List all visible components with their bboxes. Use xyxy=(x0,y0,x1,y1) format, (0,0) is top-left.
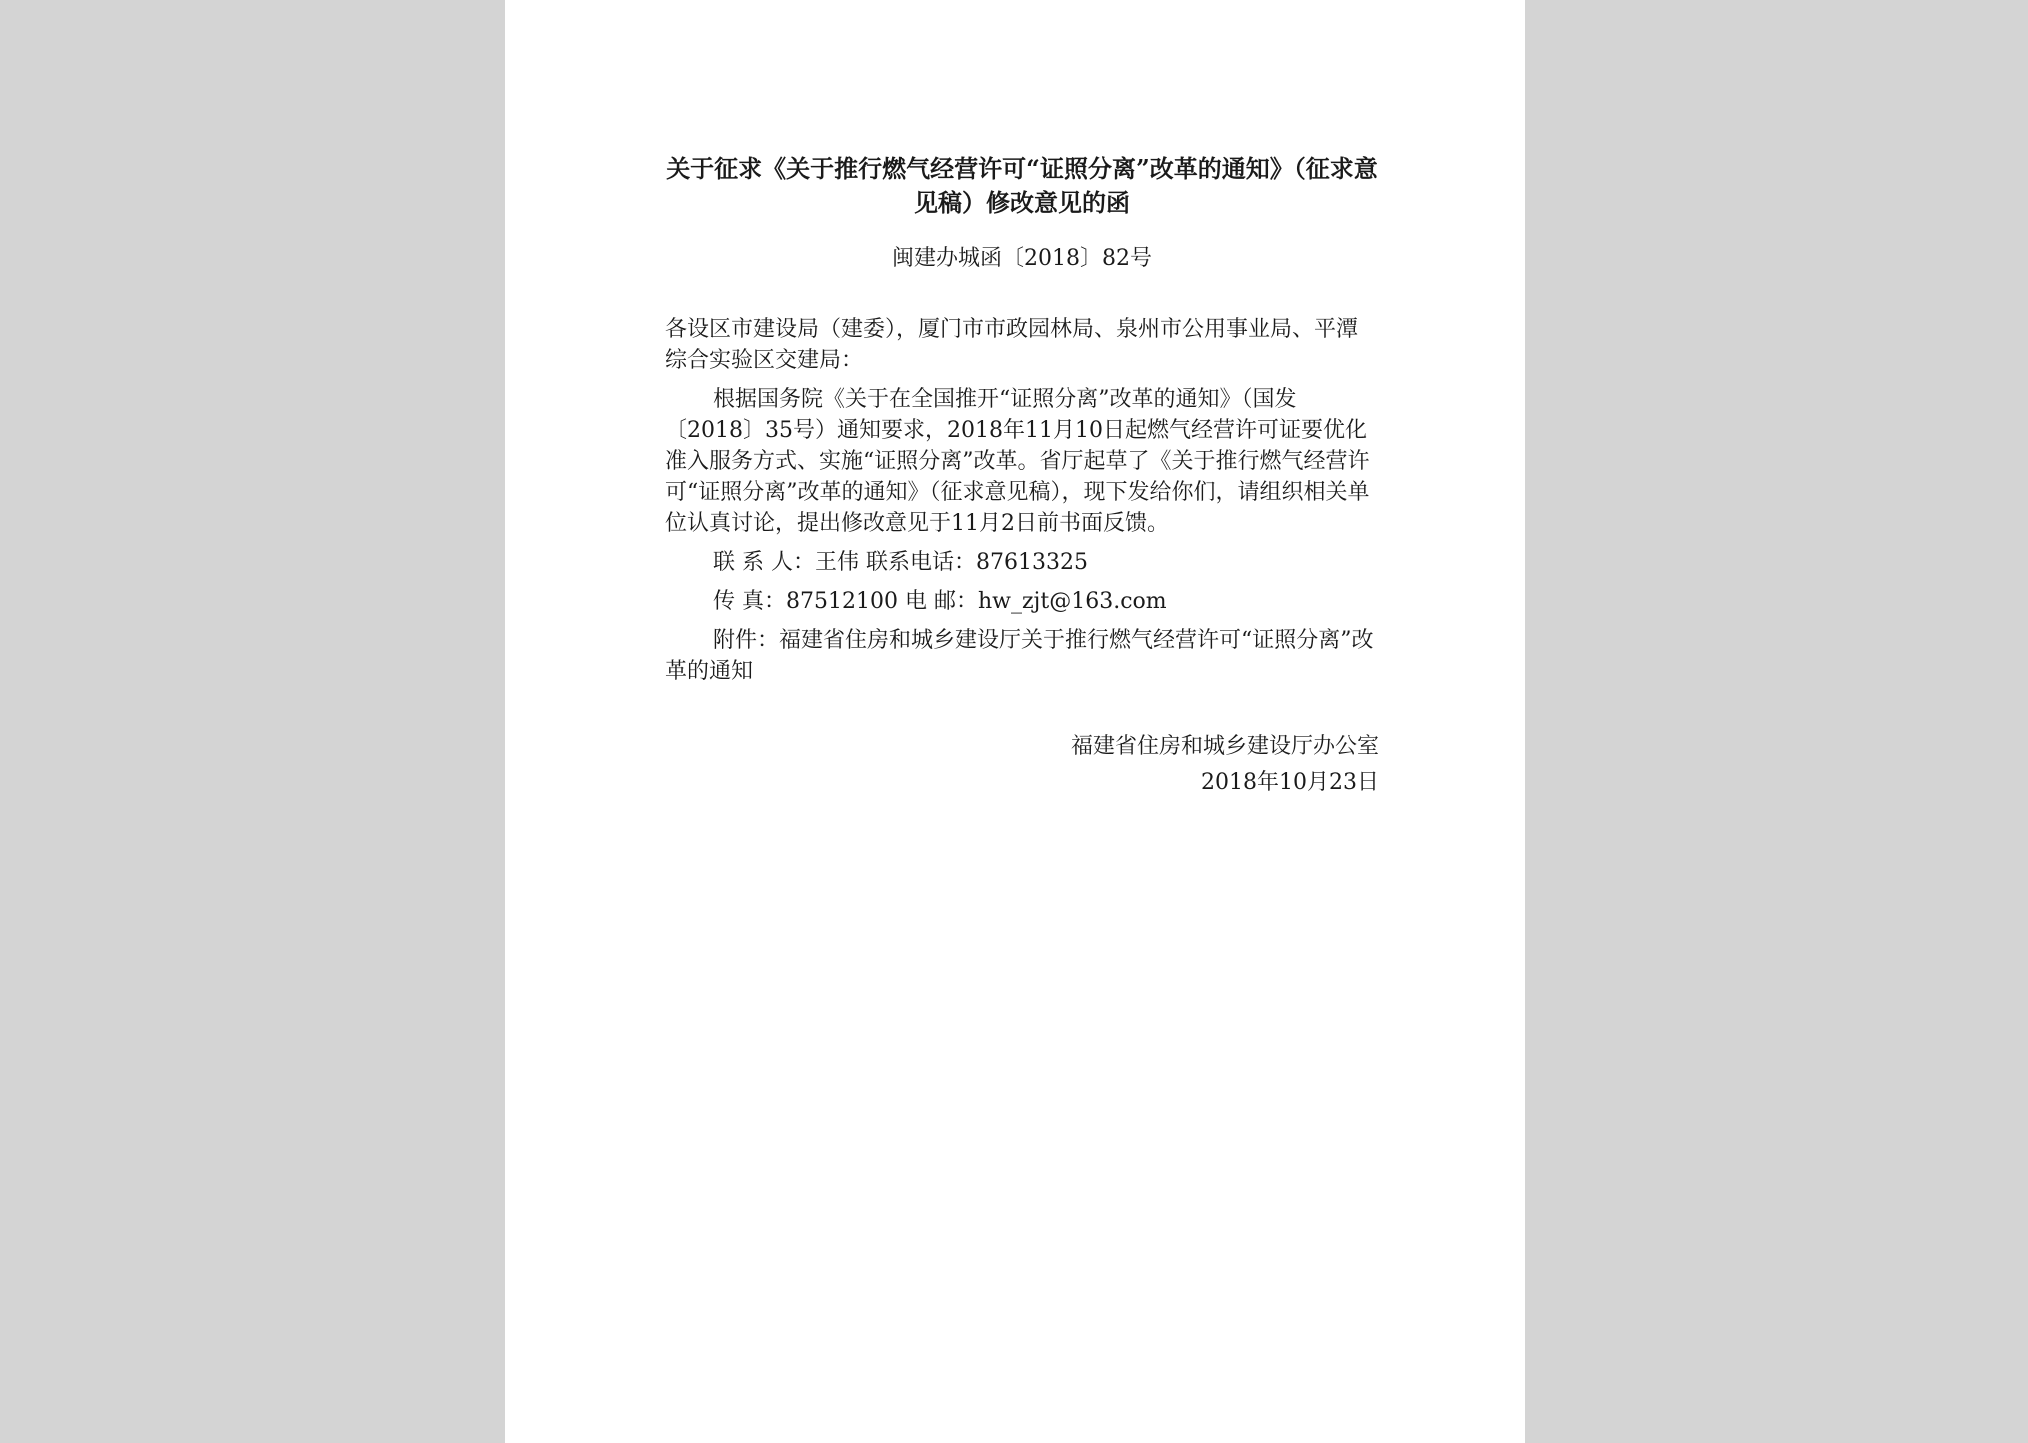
document-body xyxy=(665,314,1379,687)
document-title: 关于征求《关于推行燃气经营许可“证照分离”改革的通知》（征求意见稿）修改意见的函 xyxy=(666,154,1378,217)
contact-line: 联 系 人：王伟 联系电话：87613325 xyxy=(713,550,1088,575)
document-content xyxy=(665,152,1379,801)
issuer-name: 福建省住房和城乡建设厅办公室 xyxy=(1070,734,1379,759)
issue-date: 2018年10月23日 xyxy=(1201,770,1379,795)
signature-block xyxy=(665,729,1379,801)
document-page xyxy=(505,0,1525,1443)
attachment-line: 附件：福建省住房和城乡建设厅关于推行燃气经营许可“证照分离”改革的通知 xyxy=(665,628,1374,684)
recipients-line: 各设区市建设局（建委），厦门市市政园林局、泉州市公用事业局、平潭综合实验区交建局： xyxy=(665,317,1359,373)
body-paragraph: 根据国务院《关于在全国推开“证照分离”改革的通知》（国发〔2018〕35号）通知要求，2018年11月10日起燃气经营许可证要优化准入服务方式、实施“证照分离”改革。省厅起草了《关于推行燃气经营许可“证照分离”改革的通知》（征求意见稿），现下发给你们，请组织相关单位认真讨论，提出修改意见于11月2日前书面反馈。 xyxy=(665,387,1370,536)
fax-email-line: 传 真：87512100 电 邮：hw_zjt@163.com xyxy=(713,589,1167,614)
document-number: 闽建办城函〔2018〕82号 xyxy=(892,246,1152,271)
